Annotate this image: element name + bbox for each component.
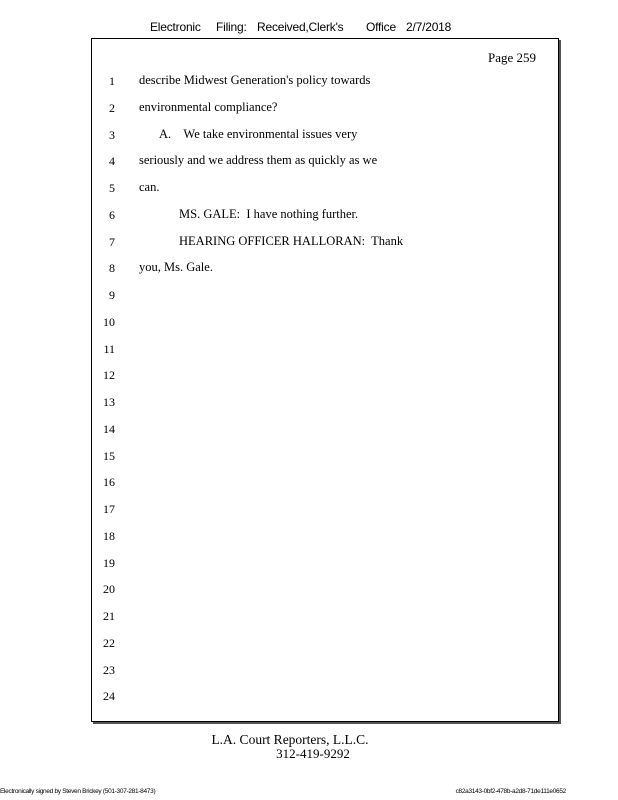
line-text: you, Ms. Gale. — [139, 260, 213, 275]
line-number: 10 — [103, 314, 115, 329]
page-number: Page 259 — [488, 50, 537, 65]
line-number: 16 — [103, 475, 115, 490]
line-number: 1 — [109, 74, 115, 88]
header-date: 2/7/2018 — [406, 20, 452, 34]
line-number: 2 — [109, 100, 115, 115]
filing-stamp-header — [0, 20, 618, 36]
line-number: 24 — [103, 689, 115, 704]
line-number: 4 — [109, 154, 115, 169]
line-number: 5 — [109, 181, 115, 195]
line-number: 21 — [103, 609, 115, 623]
footer-phone: 312-419-9292 — [276, 746, 350, 761]
line-number: 13 — [103, 395, 115, 409]
line-number: 19 — [103, 555, 115, 570]
line-text: HEARING OFFICER HALLORAN: Thank — [179, 233, 404, 248]
document-hash: c82a3143-0bf2-478b-a2d8-71de111e0652 — [455, 788, 566, 795]
line-number: 3 — [109, 127, 115, 142]
line-number: 18 — [103, 528, 115, 543]
line-text: describe Midwest Generation's policy towards — [139, 73, 371, 87]
line-number: 7 — [109, 234, 115, 249]
line-text: MS. GALE: I have nothing further. — [179, 206, 359, 221]
header-word-electronic: Electronic — [150, 20, 201, 34]
line-number: 12 — [103, 368, 115, 383]
header-word-received: Received,Clerk's — [257, 20, 344, 34]
line-number: 11 — [103, 341, 115, 356]
line-text: can. — [139, 180, 160, 194]
line-number: 22 — [103, 635, 115, 650]
line-text: A. We take environmental issues very — [159, 126, 358, 141]
electronic-signature-note: Electronically signed by Steven Brickey (501-307-281-8473) — [0, 788, 156, 795]
line-number: 14 — [103, 421, 115, 436]
header-word-filing: Filing: — [216, 20, 247, 34]
line-number: 20 — [103, 582, 115, 597]
line-text: seriously and we address them as quickly as we — [139, 153, 378, 168]
line-number: 6 — [109, 207, 115, 222]
line-number: 15 — [103, 448, 115, 463]
line-number: 23 — [103, 662, 115, 677]
line-number: 9 — [109, 288, 115, 302]
line-number: 17 — [103, 502, 115, 516]
header-word-office: Office — [366, 20, 396, 34]
footer-company: L.A. Court Reporters, L.L.C. — [211, 732, 369, 747]
line-text: environmental compliance? — [139, 99, 278, 114]
line-number: 8 — [109, 261, 115, 276]
